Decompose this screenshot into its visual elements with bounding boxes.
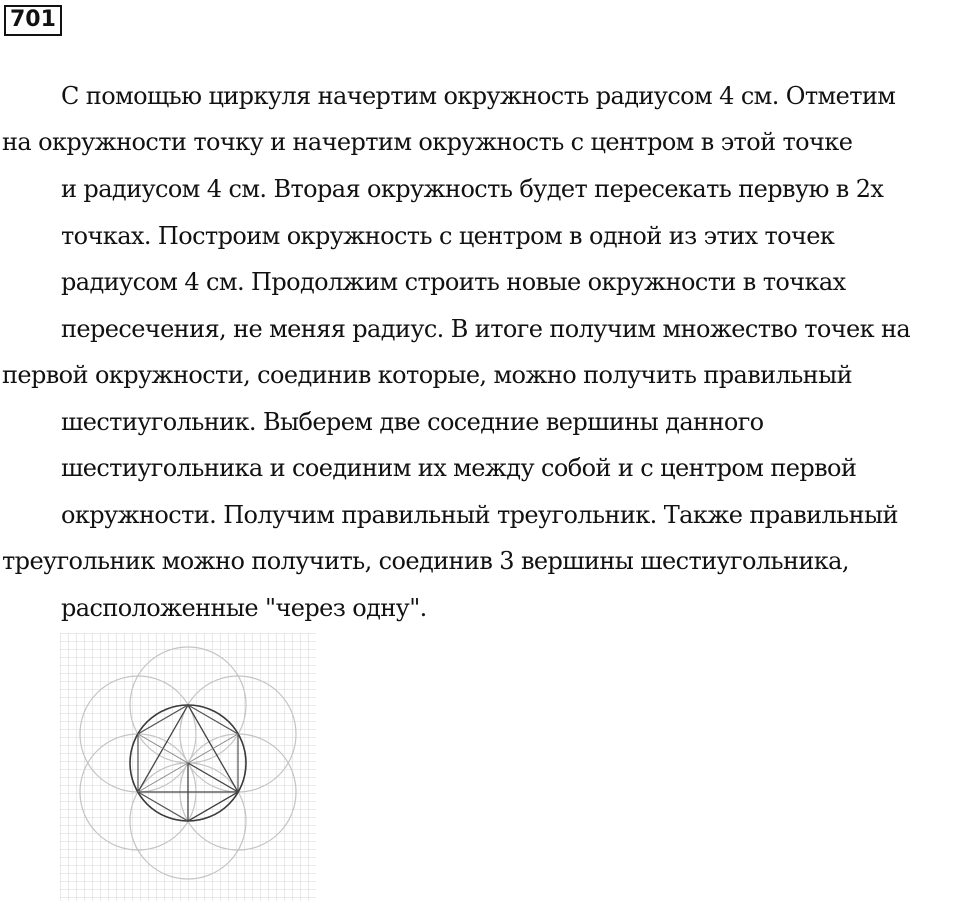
text-line-11: треугольник можно получить, соединив 3 вершины шестиугольника, [2,547,849,575]
text-line-10: окружности. Получим правильный треугольник. Также правильный [61,501,898,529]
text-line-4: точках. Построим окружность с центром в одной из этих точек [61,222,835,250]
text-line-8: шестиугольник. Выберем две соседние вершины данного [61,408,764,436]
text-line-9: шестиугольника и соединим их между собой и с центром первой [61,454,857,482]
text-line-5: радиусом 4 см. Продолжим строить новые окружности в точках [61,268,846,296]
construction-figure [60,633,316,901]
text-line-6: пересечения, не меняя радиус. В итоге получим множество точек на [61,315,911,343]
text-line-3: и радиусом 4 см. Вторая окружность будет пересекать первую в 2х [61,175,884,203]
text-line-1: С помощью циркуля начертим окружность радиусом 4 см. Отметим [61,82,896,110]
text-line-12: расположенные "через одну". [61,594,427,622]
text-line-7: первой окружности, соединив которые, можно получить правильный [2,361,852,389]
problem-number: 701 [4,5,62,36]
text-line-2: на окружности точку и начертим окружность с центром в этой точке [2,128,853,156]
